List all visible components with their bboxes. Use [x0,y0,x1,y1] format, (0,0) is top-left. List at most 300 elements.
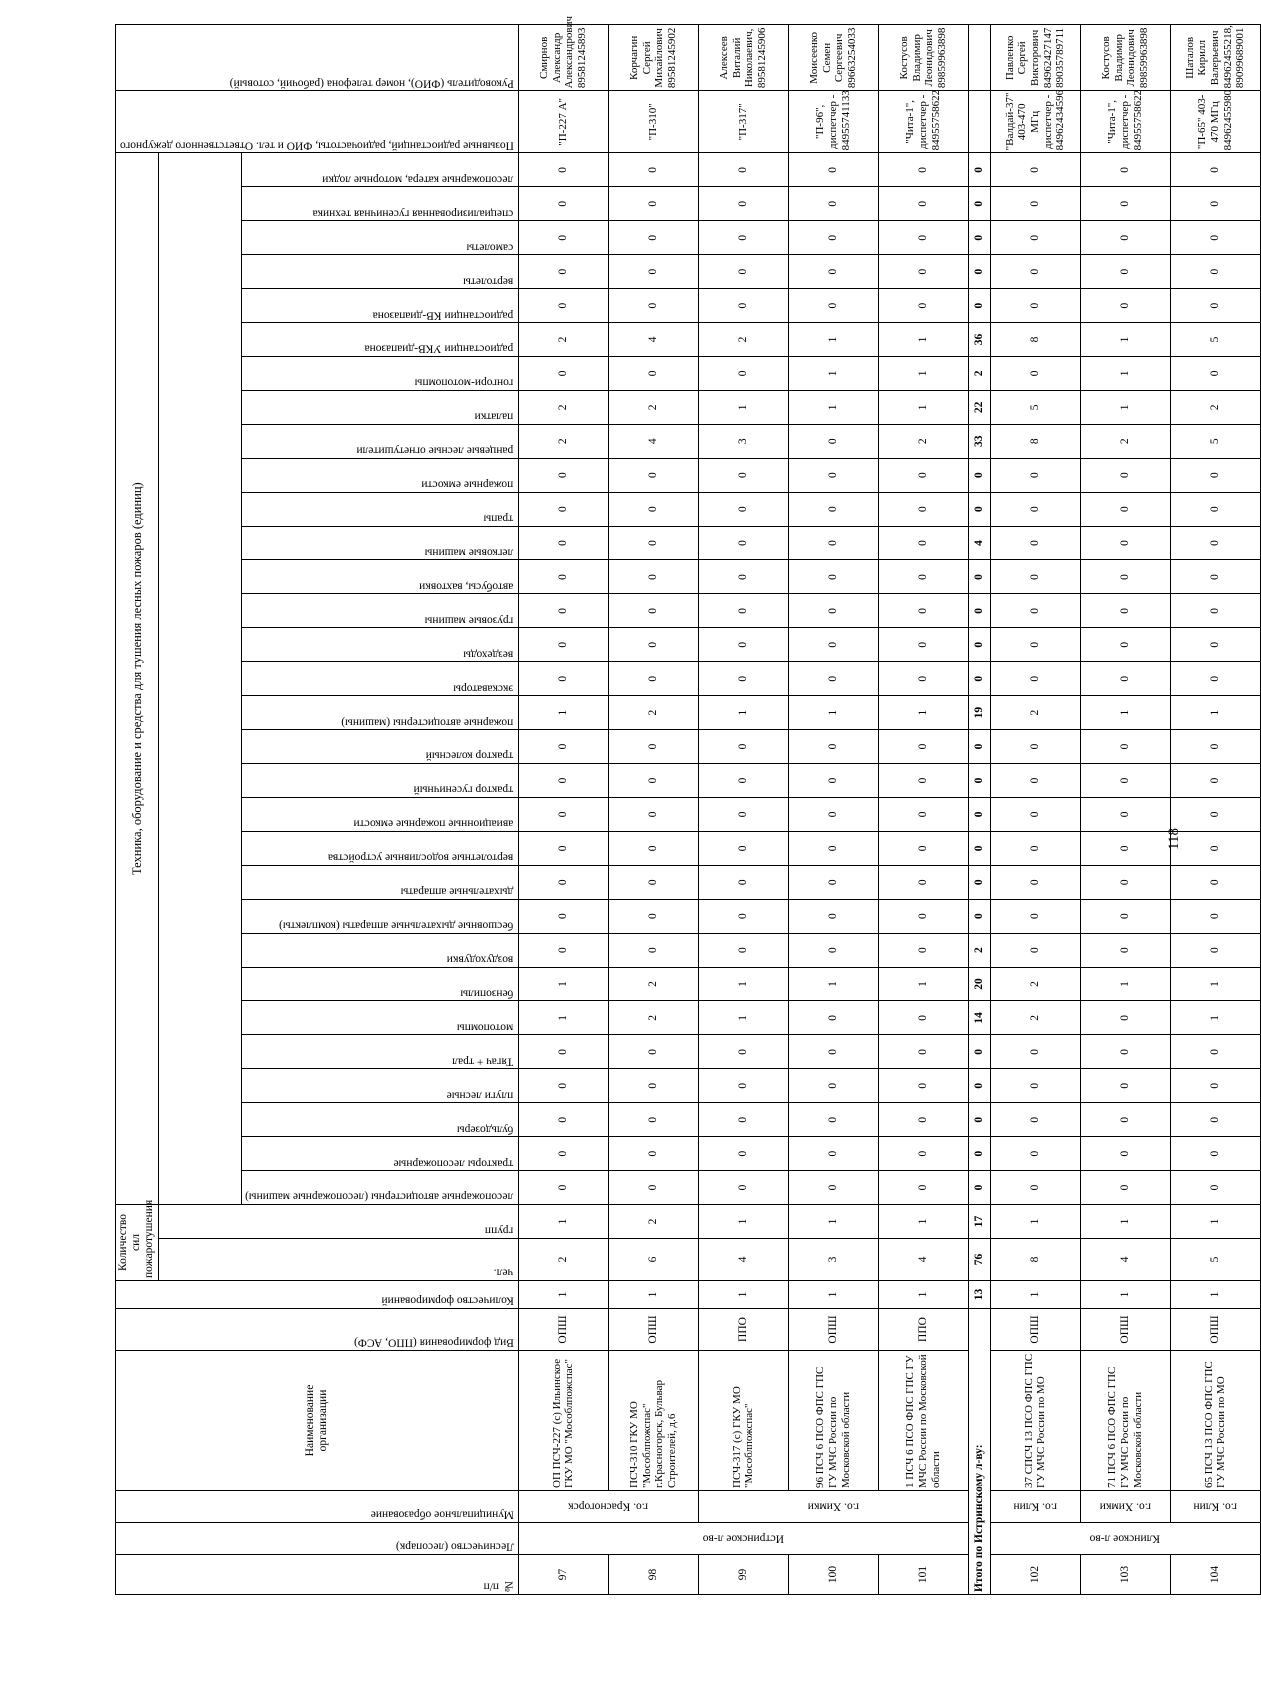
formation-type-cell: ОПШ [788,1309,878,1351]
total-equipment-cell: 0 [968,458,990,492]
equipment-count-cell: 0 [878,1171,968,1205]
equipment-count-cell: 0 [788,865,878,899]
head-contact-cell: Шаталов Кирилл Валерьевич 84962455218, 89099689001 [1170,25,1260,91]
equipment-column-header: трактор колесный [241,730,518,764]
head-contact-cell: Костусов Владимир Леонидович 89859963898 [878,25,968,91]
equipment-count-cell: 1 [788,967,878,1001]
equipment-count-cell: 0 [990,187,1080,221]
equipment-count-cell: 0 [1080,730,1170,764]
equipment-count-cell: 0 [518,492,608,526]
total-equipment-cell: 20 [968,967,990,1001]
total-equipment-cell: 0 [968,797,990,831]
equipment-count-cell: 0 [1080,933,1170,967]
equipment-column-header: грузовые машины [241,594,518,628]
equipment-count-cell: 0 [788,628,878,662]
equipment-column-header: лесопожарные катера, моторные лодки [241,153,518,187]
formation-count-cell: 1 [788,1281,878,1309]
equipment-column-header: воздуходувки [241,933,518,967]
table-row [608,25,698,1595]
equipment-count-cell: 0 [518,560,608,594]
equipment-count-cell: 0 [1170,730,1260,764]
equipment-count-cell: 0 [698,187,788,221]
equipment-count-cell: 0 [518,458,608,492]
total-equipment-cell: 33 [968,424,990,458]
equipment-column-header: бесшовные дыхательные аппараты (комплекты) [241,899,518,933]
equipment-count-cell: 0 [990,221,1080,255]
equipment-count-cell: 0 [698,899,788,933]
table-row [518,25,608,1595]
equipment-count-cell: 0 [788,831,878,865]
equipment-count-cell: 0 [518,594,608,628]
equipment-count-cell: 0 [878,899,968,933]
equipment-count-cell: 0 [518,526,608,560]
equipment-count-cell: 0 [990,899,1080,933]
equipment-count-cell: 0 [518,730,608,764]
total-equipment-cell: 0 [968,662,990,696]
people-count-cell: 3 [788,1239,878,1281]
equipment-column-header: ранцевые лесные огнетушители [241,424,518,458]
equipment-count-cell: 0 [1170,628,1260,662]
total-radio-cell [968,91,990,153]
total-equipment-cell: 2 [968,356,990,390]
equipment-count-cell: 0 [990,153,1080,187]
equipment-count-cell: 0 [608,1069,698,1103]
total-equipment-cell: 22 [968,390,990,424]
equipment-count-cell: 1 [788,390,878,424]
equipment-count-cell: 0 [698,1103,788,1137]
equipment-count-cell: 0 [788,221,878,255]
equipment-column-header: вертолеты [241,255,518,289]
equipment-count-cell: 0 [1080,797,1170,831]
equipment-count-cell: 0 [1170,764,1260,798]
equipment-count-cell: 1 [1080,390,1170,424]
equipment-count-cell: 0 [878,1035,968,1069]
equipment-count-cell: 0 [608,356,698,390]
row-number-cell: 99 [698,1555,788,1595]
equipment-column-header: дыхательные аппараты [241,865,518,899]
total-equipment-cell: 0 [968,221,990,255]
table-row [788,25,878,1595]
equipment-count-cell: 0 [608,594,698,628]
head-contact-cell: Павленко Сергей Викторович 84962427147 89035789711 [990,25,1080,91]
equipment-count-cell: 0 [878,221,968,255]
total-equipment-cell: 0 [968,594,990,628]
equipment-column-header: бензопилы [241,967,518,1001]
equipment-count-cell: 0 [1170,933,1260,967]
equipment-count-cell: 0 [878,255,968,289]
equipment-count-cell: 0 [788,458,878,492]
equipment-count-cell: 0 [1170,797,1260,831]
equipment-count-cell: 0 [698,594,788,628]
equipment-count-cell: 0 [990,865,1080,899]
equipment-count-cell: 0 [518,899,608,933]
equipment-count-cell: 0 [990,662,1080,696]
equipment-count-cell: 0 [788,594,878,628]
equipment-count-cell: 0 [1080,255,1170,289]
equipment-count-cell: 0 [990,1171,1080,1205]
equipment-count-cell: 0 [788,153,878,187]
equipment-column-header: автобусы, вахтовки [241,560,518,594]
equipment-count-cell: 0 [698,730,788,764]
equipment-count-cell: 1 [788,356,878,390]
table-row [698,25,788,1595]
equipment-count-cell: 0 [518,221,608,255]
equipment-count-cell: 0 [608,187,698,221]
equipment-count-cell: 0 [698,1035,788,1069]
equipment-count-cell: 0 [608,730,698,764]
equipment-count-cell: 2 [698,323,788,357]
equipment-count-cell: 2 [608,967,698,1001]
row-number-cell: 98 [608,1555,698,1595]
header-forces-count: Количество сил пожаротушения [116,1204,159,1280]
equipment-count-cell: 2 [990,1001,1080,1035]
formation-type-cell: ОПШ [518,1309,608,1351]
equipment-count-cell: 0 [990,628,1080,662]
equipment-count-cell: 0 [1080,899,1170,933]
equipment-column-header: радиостанции КВ-диапазона [241,289,518,323]
equipment-count-cell: 1 [1170,696,1260,730]
equipment-count-cell: 0 [878,458,968,492]
equipment-count-cell: 0 [1080,594,1170,628]
formation-type-cell: ППО [878,1309,968,1351]
equipment-count-cell: 0 [1170,221,1260,255]
forestry-cell: Клинское л-во [990,1523,1260,1555]
total-equipment-cell: 0 [968,187,990,221]
equipment-column-header: лесопожарные автоцистерны (лесопожарные машины) [241,1171,518,1205]
equipment-count-cell: 0 [788,1171,878,1205]
equipment-count-cell: 0 [878,831,968,865]
equipment-count-cell: 0 [1170,187,1260,221]
organization-cell: 65 ПСЧ 13 ПСО ФПС ГПС ГУ МЧС России по МО [1170,1351,1260,1491]
header-people: чел. [158,1239,518,1281]
equipment-count-cell: 0 [698,492,788,526]
equipment-column-header: гонгори-мотопомпы [241,356,518,390]
equipment-count-cell: 0 [788,730,878,764]
equipment-count-cell: 1 [518,967,608,1001]
organization-cell: 37 СПСЧ 13 ПСО ФПС ГПС ГУ МЧС России по МО [990,1351,1080,1491]
equipment-count-cell: 0 [608,492,698,526]
formation-type-cell: ППО [698,1309,788,1351]
equipment-count-cell: 0 [608,526,698,560]
header-formation-count: Количество формирований [116,1281,519,1309]
equipment-count-cell: 1 [518,696,608,730]
table-row [1170,25,1260,1595]
total-equipment-cell: 0 [968,831,990,865]
radio-callsign-cell: "Чита-1", диспетчер - 84955758622 [1080,91,1170,153]
equipment-count-cell: 0 [698,764,788,798]
equipment-count-cell: 0 [1080,662,1170,696]
equipment-count-cell: 0 [698,153,788,187]
equipment-count-cell: 0 [788,933,878,967]
row-number-cell: 104 [1170,1555,1260,1595]
equipment-count-cell: 0 [608,255,698,289]
equipment-count-cell: 0 [1170,255,1260,289]
equipment-count-cell: 0 [878,764,968,798]
equipment-count-cell: 0 [1080,560,1170,594]
equipment-count-cell: 0 [878,933,968,967]
equipment-count-cell: 0 [788,1069,878,1103]
equipment-count-cell: 0 [518,628,608,662]
groups-count-cell: 1 [990,1204,1080,1238]
equipment-count-cell: 0 [878,662,968,696]
total-formation-count-cell: 13 [968,1281,990,1309]
equipment-count-cell: 0 [698,628,788,662]
equipment-column-header: пожарные автоцистерны (машины) [241,696,518,730]
equipment-count-cell: 0 [788,1137,878,1171]
equipment-column-header: мотопомпы [241,1001,518,1035]
equipment-count-cell: 0 [878,1001,968,1035]
equipment-count-cell: 0 [698,1171,788,1205]
equipment-count-cell: 0 [698,797,788,831]
equipment-count-cell: 0 [990,594,1080,628]
equipment-count-cell: 8 [990,323,1080,357]
equipment-count-cell: 0 [990,933,1080,967]
equipment-count-cell: 0 [518,255,608,289]
equipment-count-cell: 8 [990,424,1080,458]
equipment-count-cell: 0 [1170,1069,1260,1103]
total-head-cell [968,25,990,91]
equipment-count-cell: 0 [518,1069,608,1103]
equipment-count-cell: 0 [698,865,788,899]
equipment-count-cell: 0 [1080,865,1170,899]
total-equipment-cell: 0 [968,492,990,526]
equipment-column-header: специализированная гусеничная техника [241,187,518,221]
equipment-count-cell: 0 [788,526,878,560]
total-equipment-cell: 0 [968,153,990,187]
equipment-count-cell: 0 [788,662,878,696]
equipment-count-cell: 0 [990,797,1080,831]
equipment-count-cell: 0 [608,831,698,865]
table-row [1080,25,1170,1595]
equipment-count-cell: 0 [788,255,878,289]
equipment-count-cell: 0 [788,187,878,221]
equipment-count-cell: 0 [878,594,968,628]
equipment-count-cell: 0 [698,458,788,492]
forest-fire-equipment-table [115,15,1261,1595]
equipment-count-cell: 4 [608,424,698,458]
equipment-count-cell: 0 [1080,1171,1170,1205]
formation-count-cell: 1 [1170,1281,1260,1309]
equipment-count-cell: 0 [878,187,968,221]
equipment-count-cell: 0 [1080,458,1170,492]
total-equipment-cell: 0 [968,255,990,289]
municipality-cell: г.о. Красногорск [518,1491,698,1523]
equipment-count-cell: 0 [698,221,788,255]
equipment-count-cell: 2 [878,424,968,458]
radio-callsign-cell: "Чита-1", диспетчер - 84955758622 [878,91,968,153]
equipment-count-cell: 1 [518,1001,608,1035]
equipment-count-cell: 0 [1080,492,1170,526]
equipment-count-cell: 0 [878,1137,968,1171]
formation-type-cell: ОПШ [990,1309,1080,1351]
equipment-count-cell: 0 [1170,662,1260,696]
equipment-count-cell: 0 [788,899,878,933]
formation-type-cell: ОПШ [1080,1309,1170,1351]
equipment-count-cell: 1 [878,390,968,424]
equipment-count-cell: 2 [1080,424,1170,458]
equipment-count-cell: 1 [878,323,968,357]
table-row [878,25,968,1595]
equipment-column-header: радиостанции УКВ-диапазона [241,323,518,357]
equipment-count-cell: 0 [990,560,1080,594]
equipment-count-cell: 0 [518,187,608,221]
formation-count-cell: 1 [698,1281,788,1309]
head-contact-cell: Смирнов Александр Александрович 89581245893 [518,25,608,91]
equipment-count-cell: 0 [698,831,788,865]
organization-cell: 96 ПСЧ 6 ПСО ФПС ГПС ГУ МЧС России по Московской области [788,1351,878,1491]
equipment-count-cell: 0 [788,1001,878,1035]
equipment-count-cell: 0 [1080,187,1170,221]
equipment-count-cell: 0 [1170,492,1260,526]
radio-callsign-cell: "П-317" [698,91,788,153]
equipment-count-cell: 1 [1170,967,1260,1001]
equipment-count-cell: 1 [878,696,968,730]
equipment-count-cell: 0 [698,1069,788,1103]
equipment-count-cell: 2 [608,390,698,424]
equipment-count-cell: 0 [1170,356,1260,390]
equipment-count-cell: 0 [608,899,698,933]
equipment-column-header: авиационные пожарные емкости [241,797,518,831]
head-contact-cell: Корчагин Сергей Михайлович 89581245902 [608,25,698,91]
header-formation-type: Вид формирования (ППО, АСФ) [116,1309,519,1351]
total-equipment-cell: 0 [968,1137,990,1171]
formation-count-cell: 1 [878,1281,968,1309]
equipment-count-cell: 0 [878,560,968,594]
equipment-count-cell: 1 [878,356,968,390]
total-equipment-cell: 0 [968,865,990,899]
equipment-count-cell: 0 [990,356,1080,390]
equipment-count-cell: 0 [1080,1137,1170,1171]
equipment-count-cell: 0 [788,797,878,831]
equipment-count-cell: 0 [1080,628,1170,662]
equipment-count-cell: 0 [608,662,698,696]
equipment-count-cell: 0 [518,764,608,798]
equipment-count-cell: 0 [698,662,788,696]
equipment-count-cell: 1 [698,390,788,424]
row-number-cell: 103 [1080,1555,1170,1595]
total-equipment-cell: 19 [968,696,990,730]
equipment-count-cell: 0 [608,1035,698,1069]
organization-cell: 1 ПСЧ 6 ПСО ФПС ГПС ГУ МЧС России по Московской области [878,1351,968,1491]
equipment-count-cell: 1 [788,696,878,730]
equipment-count-cell: 0 [698,560,788,594]
equipment-count-cell: 0 [878,865,968,899]
municipality-cell: г.о. Химки [698,1491,968,1523]
formation-count-cell: 1 [1080,1281,1170,1309]
formation-type-cell: ОПШ [608,1309,698,1351]
equipment-column-header: плуги лесные [241,1069,518,1103]
equipment-count-cell: 0 [1170,594,1260,628]
equipment-count-cell: 0 [788,492,878,526]
equipment-count-cell: 2 [990,696,1080,730]
organization-cell: ПСЧ-317 (с) ГКУ МО "Мособлпожспас" [698,1351,788,1491]
equipment-count-cell: 0 [1080,1001,1170,1035]
equipment-count-cell: 1 [878,967,968,1001]
header-head: Руководитель (ФИО), номер телефона (рабочий, сотовый) [116,25,519,91]
equipment-count-cell: 0 [608,289,698,323]
equipment-count-cell: 0 [518,797,608,831]
equipment-count-cell: 0 [608,865,698,899]
equipment-count-cell: 2 [990,967,1080,1001]
total-people-cell: 76 [968,1239,990,1281]
equipment-count-cell: 0 [518,933,608,967]
equipment-count-cell: 0 [518,289,608,323]
equipment-column-header: бульдозеры [241,1103,518,1137]
equipment-column-header: тракторы лесопожарные [241,1137,518,1171]
equipment-count-cell: 0 [878,289,968,323]
equipment-count-cell: 0 [788,289,878,323]
groups-count-cell: 1 [1080,1204,1170,1238]
equipment-count-cell: 0 [1170,526,1260,560]
equipment-count-cell: 0 [1170,1103,1260,1137]
radio-callsign-cell: "П-310" [608,91,698,153]
equipment-count-cell: 0 [1170,899,1260,933]
equipment-column-header: трактор гусеничный [241,764,518,798]
equipment-count-cell: 0 [878,628,968,662]
equipment-count-cell: 0 [990,255,1080,289]
equipment-count-cell: 0 [1170,865,1260,899]
equipment-count-cell: 0 [990,458,1080,492]
people-count-cell: 4 [1080,1239,1170,1281]
page-number: 118 [1166,828,1182,850]
equipment-count-cell: 0 [878,730,968,764]
equipment-count-cell: 0 [990,1137,1080,1171]
header-forestry: Лесничество (лесопарк) [116,1523,519,1555]
header-groups: групп [158,1204,518,1238]
equipment-count-cell: 1 [1080,696,1170,730]
equipment-count-cell: 0 [1080,153,1170,187]
equipment-count-cell: 5 [1170,323,1260,357]
equipment-count-cell: 0 [990,492,1080,526]
groups-count-cell: 1 [1170,1204,1260,1238]
equipment-count-cell: 0 [698,526,788,560]
equipment-count-cell: 0 [698,356,788,390]
equipment-count-cell: 0 [698,289,788,323]
equipment-count-cell: 1 [1080,356,1170,390]
total-equipment-cell: 14 [968,1001,990,1035]
total-equipment-cell: 0 [968,730,990,764]
municipality-cell: г.о. Клин [990,1491,1080,1523]
equipment-count-cell: 1 [788,323,878,357]
equipment-count-cell: 0 [1170,1035,1260,1069]
header-radio: Позывные радиостанций, радиочастоты, ФИО и тел. Ответственного дежурного [116,91,519,153]
total-equipment-cell: 4 [968,526,990,560]
radio-callsign-cell: "Валдай-37" 403-470 МГц диспетчер - 84962434596 [990,91,1080,153]
equipment-count-cell: 0 [608,221,698,255]
total-equipment-cell: 0 [968,289,990,323]
organization-cell: ПСЧ-310 ГКУ МО "Мособлпожспас" г.Красногорск, Бульвар Строителей, д.6 [608,1351,698,1491]
total-label-cell: Итого по Истринскому л-ву: [968,1309,990,1595]
equipment-count-cell: 0 [518,1171,608,1205]
equipment-column-header: легковые машины [241,526,518,560]
equipment-count-cell: 0 [1080,764,1170,798]
equipment-count-cell: 1 [698,1001,788,1035]
equipment-count-cell: 0 [878,526,968,560]
equipment-count-cell: 0 [878,1069,968,1103]
total-equipment-cell: 0 [968,899,990,933]
row-number-cell: 101 [878,1555,968,1595]
radio-callsign-cell: "П-96", диспетчер - 84955741133 [788,91,878,153]
equipment-count-cell: 0 [698,255,788,289]
equipment-column-header: вездеходы [241,628,518,662]
equipment-count-cell: 0 [1170,1171,1260,1205]
equipment-count-cell: 1 [1080,323,1170,357]
people-count-cell: 5 [1170,1239,1260,1281]
equipment-count-cell: 0 [990,764,1080,798]
equipment-count-cell: 0 [788,560,878,594]
equipment-count-cell: 5 [1170,424,1260,458]
equipment-count-cell: 0 [878,797,968,831]
